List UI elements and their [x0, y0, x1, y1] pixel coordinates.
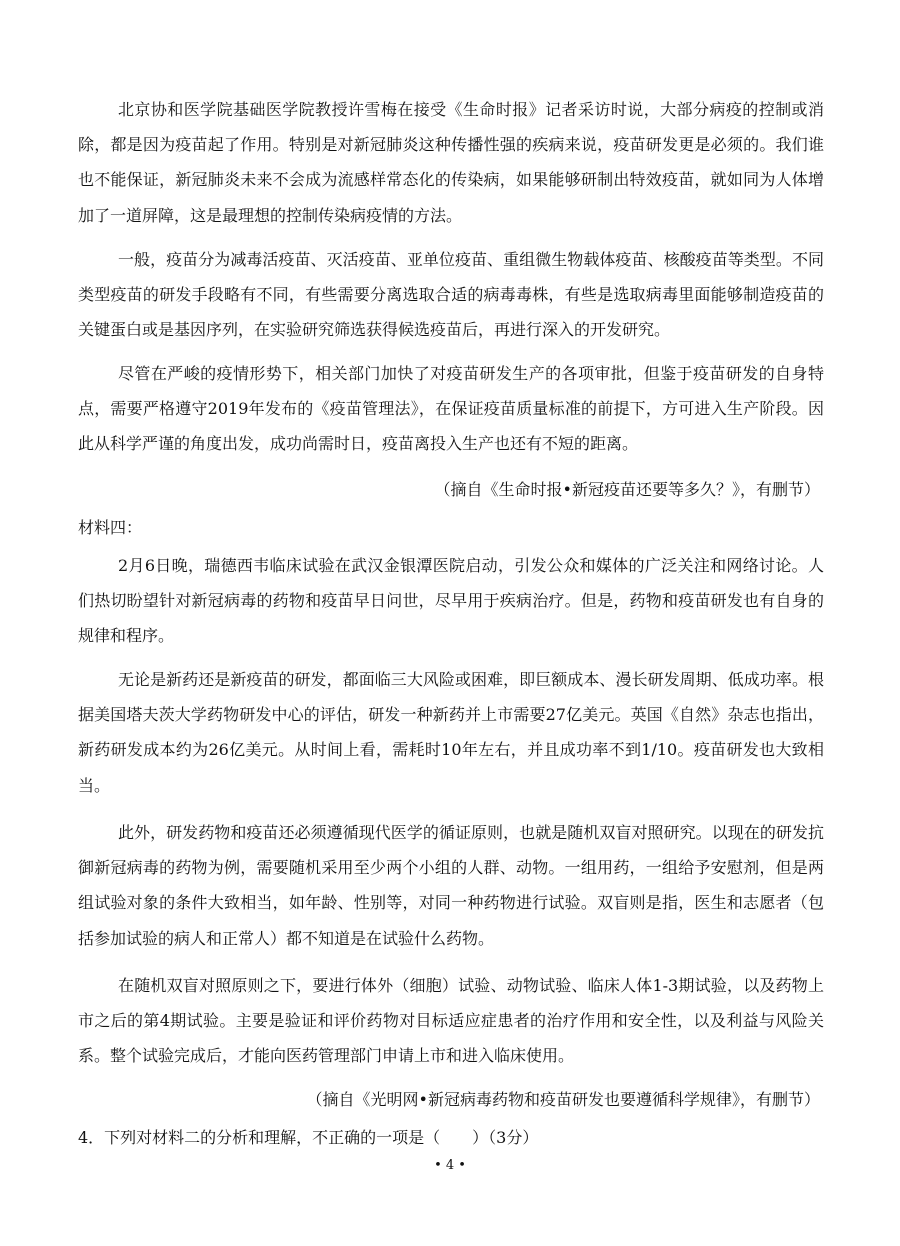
paragraph-vaccine-types: 一般，疫苗分为减毒活疫苗、灭活疫苗、亚单位疫苗、重组微生物载体疫苗、核酸疫苗等类型。不同类型疫苗的研发手段略有不同，有些需要分离选取合适的病毒毒株，有些是选取病毒里面能够制造疫苗的关键蛋白或是基因序列，在实验研究筛选获得候选疫苗后，再进行深入的开发研究。 — [78, 250, 824, 340]
page-number: • 4 • — [434, 1158, 466, 1173]
source-citation-1: （摘自《生命时报•新冠疫苗还要等多久？》，有删节） — [434, 480, 820, 499]
paragraph-vaccine-necessity: 北京协和医学院基础医学院教授许雪梅在接受《生命时报》记者采访时说，大部分病疫的控制或消除，都是因为疫苗起了作用。特别是对新冠肺炎这种传播性强的疾病来说，疫苗研发更是必须的。我们谁也不能保证，新冠肺炎未来不会成为流感样常态化的传染病，如果能够研制出特效疫苗，就如同为人体增加了一道屏障，这是最理想的控制传染病疫情的方法。 — [78, 100, 824, 225]
paragraph-trial-phases: 在随机双盲对照原则之下，要进行体外（细胞）试验、动物试验、临床人体1-3期试验，以及药物上市之后的第4期试验。主要是验证和评价药物对目标适应症患者的治疗作用和安全性，以及利益与风险关系。整个试验完成后，才能向医药管理部门申请上市和进入临床使用。 — [78, 976, 824, 1066]
paragraph-vaccine-approval: 尽管在严峻的疫情形势下，相关部门加快了对疫苗研发生产的各项审批，但鉴于疫苗研发的自身特点，需要严格遵守2019年发布的《疫苗管理法》，在保证疫苗质量标准的前提下，方可进入生产阶段。因此从科学严谨的角度出发，成功尚需时日，疫苗离投入生产也还有不短的距离。 — [78, 364, 824, 454]
question-4: 4．下列对材料二的分析和理解，不正确的一项是（ ）（3分） — [78, 1128, 539, 1147]
paragraph-remdesivir-trial: 2月6日晚，瑞德西韦临床试验在武汉金银潭医院启动，引发公众和媒体的广泛关注和网络讨论。人们热切盼望针对新冠病毒的药物和疫苗早日问世，尽早用于疾病治疗。但是，药物和疫苗研发也有自身的规律和程序。 — [78, 556, 824, 646]
source-citation-2: （摘自《光明网•新冠病毒药物和疫苗研发也要遵循科学规律》，有删节） — [306, 1090, 820, 1109]
paragraph-rd-risks: 无论是新药还是新疫苗的研发，都面临三大风险或困难，即巨额成本、漫长研发周期、低成功率。根据美国塔夫茨大学药物研发中心的评估，研发一种新药并上市需要27亿美元。英国《自然》杂志也指出，新药研发成本约为26亿美元。从时间上看，需耗时10年左右，并且成功率不到1/10。疫苗研发也大致相当。 — [78, 670, 824, 795]
paragraph-double-blind: 此外，研发药物和疫苗还必须遵循现代医学的循证原则，也就是随机双盲对照研究。以现在的研发抗御新冠病毒的药物为例，需要随机采用至少两个小组的人群、动物。一组用药，一组给予安慰剂，但是两组试验对象的条件大致相当，如年龄、性别等，对同一种药物进行试验。双盲则是指，医生和志愿者（包括参加试验的病人和正常人）都不知道是在试验什么药物。 — [78, 823, 824, 948]
material-four-heading: 材料四： — [78, 518, 143, 537]
